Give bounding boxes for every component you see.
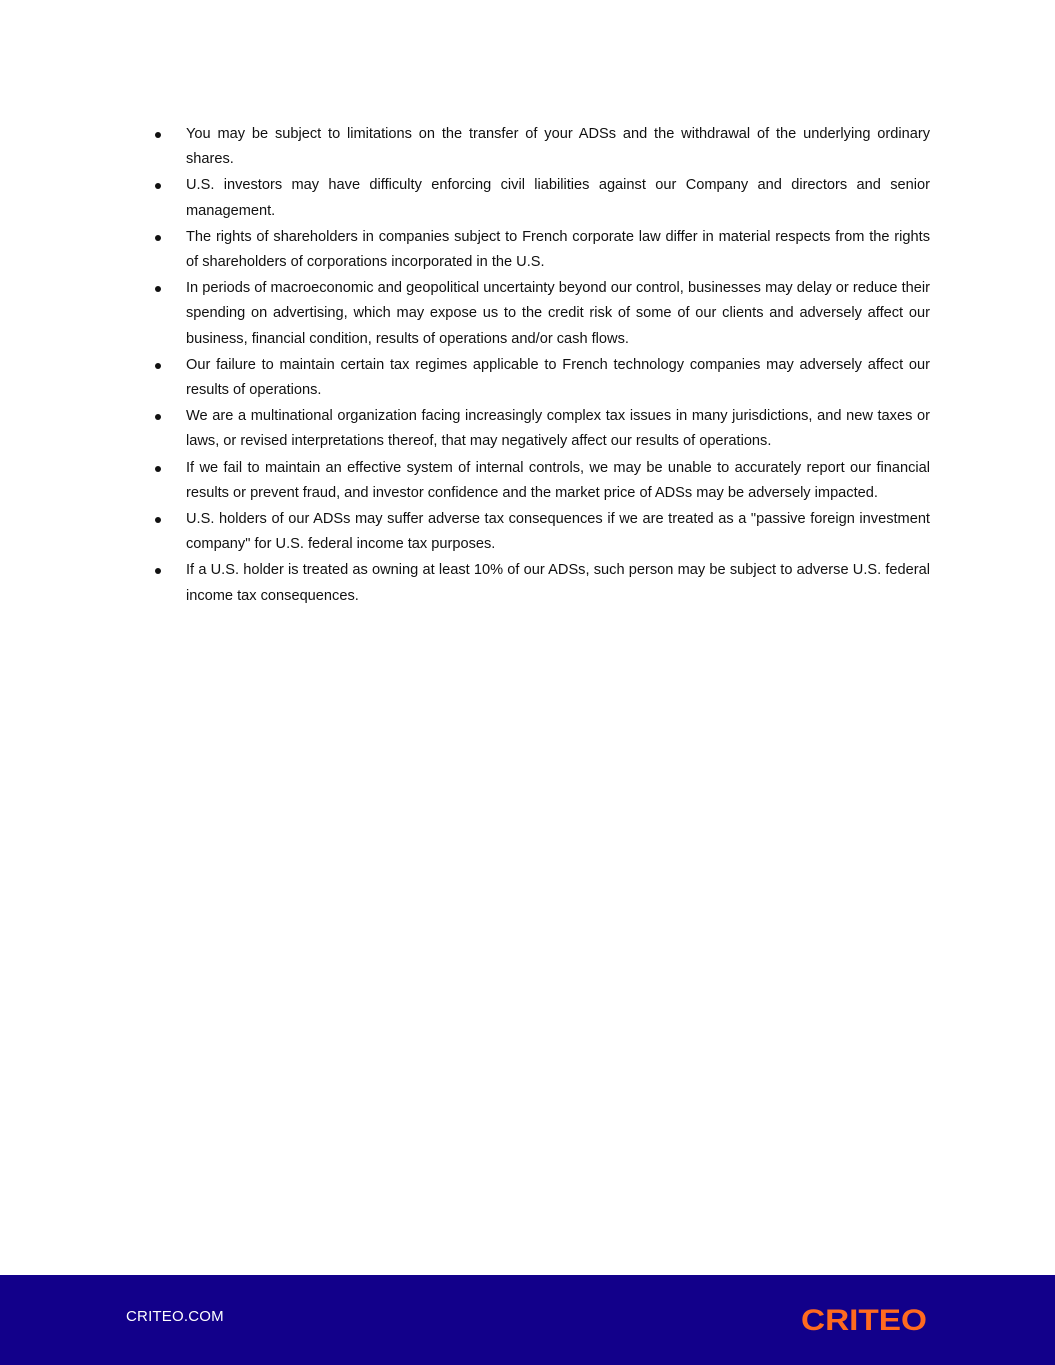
risk-factor-item xyxy=(0,173,1055,223)
footer-domain-link[interactable]: CRITEO.COM xyxy=(126,1308,224,1325)
bullet-icon xyxy=(155,286,161,292)
risk-factor-item xyxy=(0,456,1055,506)
bullet-icon xyxy=(155,466,161,472)
risk-factor-text: Our failure to maintain certain tax regimes applicable to French technology companies may adversely affect our results of operations. xyxy=(186,356,930,399)
bullet-icon xyxy=(155,568,161,574)
risk-factor-item xyxy=(0,225,1055,275)
document-body xyxy=(0,122,1055,610)
bullet-icon xyxy=(155,363,161,369)
page-footer xyxy=(0,1275,1055,1365)
risk-factor-item xyxy=(0,276,1055,352)
risk-factor-text: U.S. investors may have difficulty enforcing civil liabilities against our Company and directors and senior management. xyxy=(186,177,930,219)
risk-factor-list xyxy=(0,122,1055,609)
bullet-icon xyxy=(155,132,161,138)
risk-factor-item xyxy=(0,122,1055,172)
risk-factor-text: We are a multinational organization facing increasingly complex tax issues in many jurisdictions, and new taxes or laws, or revised interpretations thereof, that may negatively affect our results of operations. xyxy=(186,408,930,450)
risk-factor-text: The rights of shareholders in companies subject to French corporate law differ in material respects from the rights of shareholders of corporations incorporated in the U.S. xyxy=(186,228,930,271)
risk-factor-text: U.S. holders of our ADSs may suffer adverse tax consequences if we are treated as a "passive foreign investment company" for U.S. federal income tax purposes. xyxy=(186,511,930,553)
risk-factor-text: If a U.S. holder is treated as owning at least 10% of our ADSs, such person may be subject to adverse U.S. federal income tax consequences. xyxy=(186,562,930,604)
risk-factor-text: You may be subject to limitations on the transfer of your ADSs and the withdrawal of the underlying ordinary shares. xyxy=(186,126,930,168)
risk-factor-item xyxy=(0,558,1055,608)
criteo-logo-text: CRITEO xyxy=(801,1306,927,1333)
risk-factor-item xyxy=(0,507,1055,557)
bullet-icon xyxy=(155,235,161,241)
risk-factor-item xyxy=(0,404,1055,454)
risk-factor-text: If we fail to maintain an effective system of internal controls, we may be unable to accurately report our financial results or prevent fraud, and investor confidence and the market price of ADSs may be adversely impacted. xyxy=(186,459,930,501)
risk-factor-text: In periods of macroeconomic and geopolitical uncertainty beyond our control, businesses may delay or reduce their spending on advertising, which may expose us to the credit risk of some of our clients and adversely affect our business, financial condition, results of operations and/or cash flows. xyxy=(186,280,930,347)
bullet-icon xyxy=(155,183,161,189)
risk-factor-item xyxy=(0,353,1055,403)
bullet-icon xyxy=(155,517,161,523)
bullet-icon xyxy=(155,414,161,420)
criteo-logo xyxy=(801,1306,929,1333)
